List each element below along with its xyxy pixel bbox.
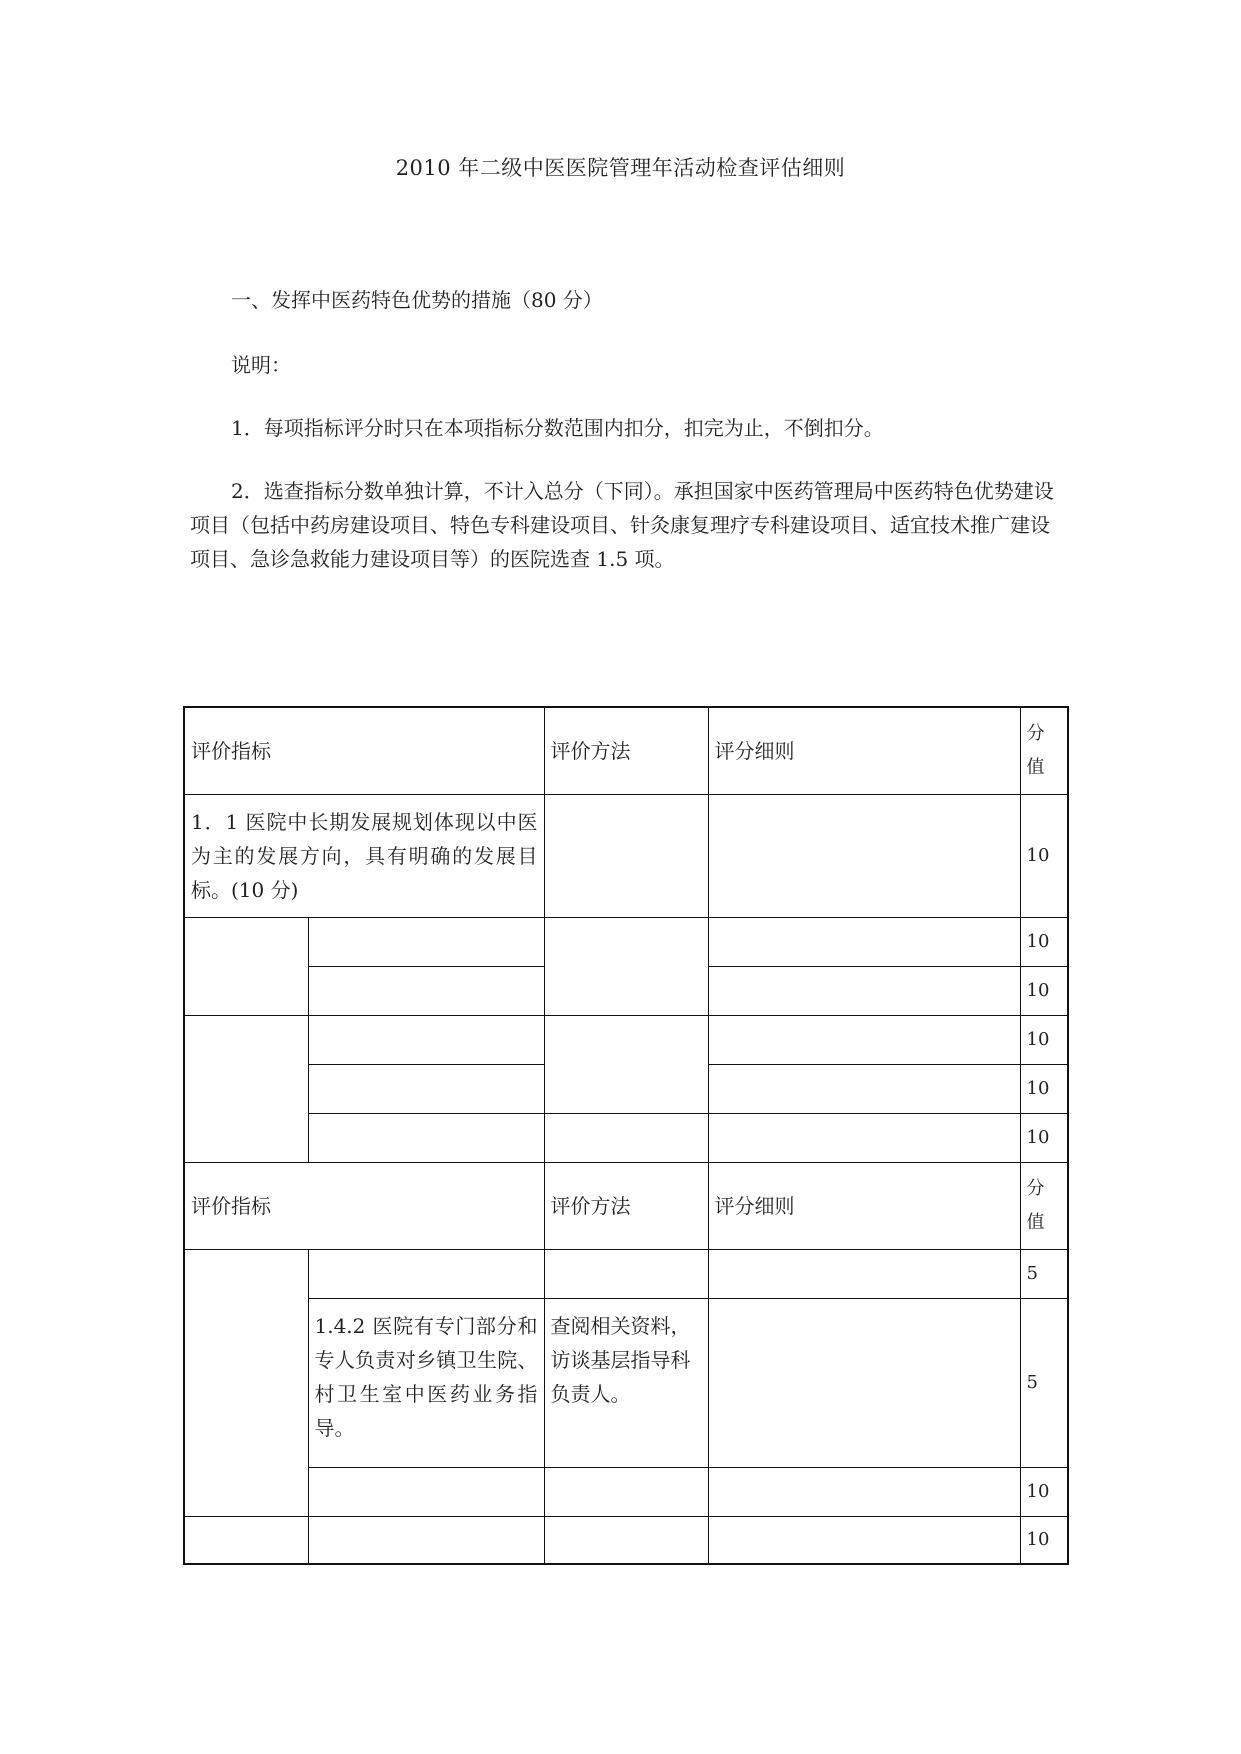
group-cell — [184, 1250, 308, 1517]
indicator-cell — [308, 1065, 544, 1114]
method-cell — [544, 1468, 708, 1517]
detail-cell — [708, 918, 1020, 967]
detail-cell — [708, 1250, 1020, 1299]
header-method: 评价方法 — [544, 1163, 708, 1250]
score-cell: 5 — [1020, 1250, 1068, 1299]
table-row — [184, 918, 1068, 967]
score-cell: 10 — [1020, 1016, 1068, 1065]
table-header-row — [184, 1163, 1068, 1250]
indicator-cell — [308, 918, 544, 967]
indicator-cell — [308, 967, 544, 1016]
indicator-cell — [308, 1250, 544, 1299]
table-row — [184, 1517, 1068, 1565]
header-detail: 评分细则 — [708, 707, 1020, 795]
group-cell — [184, 1517, 308, 1565]
header-indicator: 评价指标 — [184, 1163, 544, 1250]
detail-cell — [708, 1016, 1020, 1065]
detail-cell — [708, 795, 1020, 918]
method-cell — [544, 918, 708, 1016]
evaluation-table — [183, 706, 1069, 1565]
table-row — [184, 1016, 1068, 1065]
note-label: 说明： — [231, 353, 291, 377]
indicator-cell: 1．1 医院中长期发展规划体现以中医为主的发展方向，具有明确的发展目标。(10 分) — [184, 795, 544, 918]
header-score: 分值 — [1020, 1163, 1068, 1250]
detail-cell — [708, 1065, 1020, 1114]
score-cell: 10 — [1020, 967, 1068, 1016]
detail-cell — [708, 1517, 1020, 1565]
table-header-row — [184, 707, 1068, 795]
note-item-1: 1．每项指标评分时只在本项指标分数范围内扣分，扣完为止，不倒扣分。 — [231, 416, 884, 440]
detail-cell — [708, 1114, 1020, 1163]
table-row — [184, 1250, 1068, 1299]
score-cell: 10 — [1020, 795, 1068, 918]
score-cell: 10 — [1020, 918, 1068, 967]
header-detail: 评分细则 — [708, 1163, 1020, 1250]
indicator-cell — [308, 1114, 544, 1163]
document-title: 2010 年二级中医医院管理年活动检查评估细则 — [395, 156, 846, 180]
score-cell: 10 — [1020, 1517, 1068, 1565]
method-cell — [544, 1250, 708, 1299]
table-row — [184, 795, 1068, 918]
header-method: 评价方法 — [544, 707, 708, 795]
group-cell — [184, 918, 308, 1016]
table-row — [184, 1299, 1068, 1468]
header-indicator: 评价指标 — [184, 707, 544, 795]
method-cell: 查阅相关资料，访谈基层指导科负责人。 — [544, 1299, 708, 1468]
score-cell: 10 — [1020, 1114, 1068, 1163]
table-row — [184, 1114, 1068, 1163]
method-cell — [544, 795, 708, 918]
note-item-2: 2．选查指标分数单独计算，不计入总分（下同）。承担国家中医药管理局中医药特色优势建设项目（包括中药房建设项目、特色专科建设项目、针灸康复理疗专科建设项目、适宜技术推广建设项目、急诊急救能力建设项目等）的医院选查 1.5 项。 — [190, 479, 1054, 571]
method-cell — [544, 1114, 708, 1163]
table-row — [184, 1468, 1068, 1517]
detail-cell — [708, 1468, 1020, 1517]
score-cell: 10 — [1020, 1468, 1068, 1517]
indicator-cell — [308, 1517, 544, 1565]
section-heading: 一、发挥中医药特色优势的措施（80 分） — [231, 288, 603, 312]
indicator-cell: 1.4.2 医院有专门部分和专人负责对乡镇卫生院、村卫生室中医药业务指导。 — [308, 1299, 544, 1468]
indicator-cell — [308, 1468, 544, 1517]
method-cell — [544, 1016, 708, 1114]
detail-cell — [708, 1299, 1020, 1468]
indicator-cell — [308, 1016, 544, 1065]
header-score: 分值 — [1020, 707, 1068, 795]
group-cell — [184, 1016, 308, 1163]
detail-cell — [708, 967, 1020, 1016]
score-cell: 10 — [1020, 1065, 1068, 1114]
method-cell — [544, 1517, 708, 1565]
score-cell: 5 — [1020, 1299, 1068, 1468]
